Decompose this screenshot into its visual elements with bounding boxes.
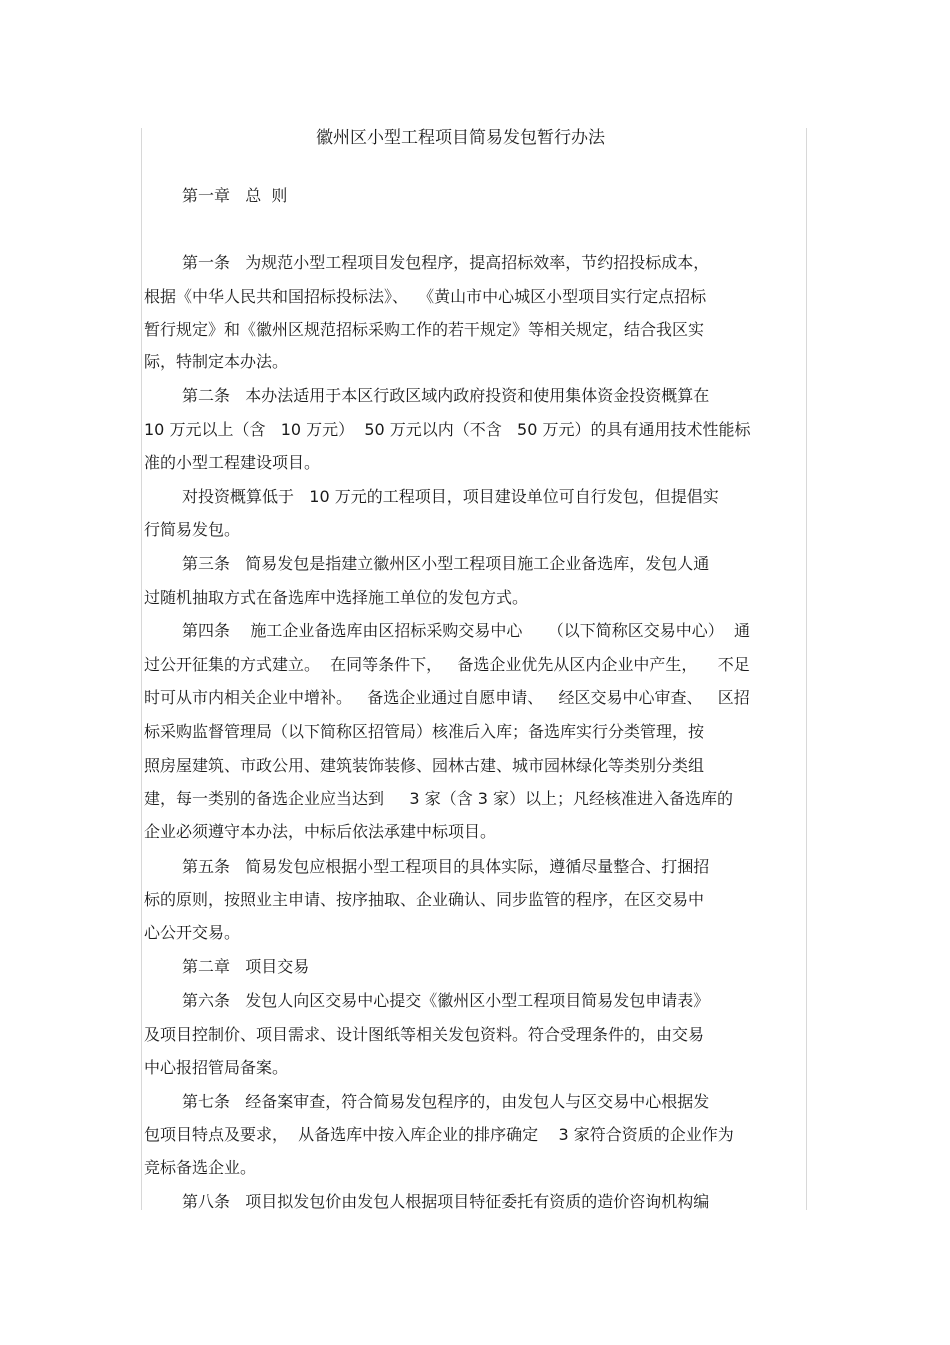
article-4-line-2: 过公开征集的方式建立。 在同等条件下， 备选企业优先从区内企业中产生， 不足 [144,655,750,674]
article-6-line-2: 及项目控制价、项目需求、设计图纸等相关发包资料。符合受理条件的，由交易 [144,1025,705,1044]
article-4-line-4: 标采购监督管理局（以下简称区招管局）核准后入库；备选库实行分类管理，按 [144,722,705,741]
article-2-para-2-line-1: 对投资概算低于 10 万元的工程项目，项目建设单位可自行发包，但提倡实 [182,487,719,506]
document-title: 徽州区小型工程项目简易发包暂行办法 [316,128,605,148]
article-4-line-6: 建，每一类别的备选企业应当达到 3 家（含 3 家）以上；凡经核准进入备选库的 [144,789,734,808]
article-1-line-2: 根据《中华人民共和国招标投标法》、 《黄山市中心城区小型项目实行定点招标 [144,287,707,306]
article-1-line-3: 暂行规定》和《徽州区规范招标采购工作的若干规定》等相关规定，结合我区实 [144,320,705,339]
article-2-line-3: 准的小型工程建设项目。 [144,453,321,472]
article-1-line-4: 际，特制定本办法。 [144,352,289,371]
article-4-line-1: 第四条 施工企业备选库由区招标采购交易中心 （以下简称区交易中心） 通 [182,621,750,640]
article-3-line-2: 过随机抽取方式在备选库中选择施工单位的发包方式。 [144,588,529,607]
page-border-right [806,128,807,1210]
page-border-left [141,128,142,1210]
article-2-line-1: 第二条 本办法适用于本区行政区域内政府投资和使用集体资金投资概算在 [182,386,710,405]
article-4-line-5: 照房屋建筑、市政公用、建筑装饰装修、园林古建、城市园林绿化等类别分类组 [144,756,705,775]
article-5-line-2: 标的原则，按照业主申请、按序抽取、企业确认、同步监管的程序，在区交易中 [144,890,705,909]
article-7-line-3: 竞标备选企业。 [144,1158,257,1177]
article-5-line-1: 第五条 简易发包应根据小型工程项目的具体实际，遵循尽量整合、打捆招 [182,857,710,876]
chapter-2-heading: 第二章 项目交易 [182,957,310,976]
article-6-line-3: 中心报招管局备案。 [144,1058,289,1077]
article-2-line-2: 10 万元以上（含 10 万元） 50 万元以内（不含 50 万元）的具有通用技术性能标 [144,420,751,439]
article-7-line-1: 第七条 经备案审查，符合简易发包程序的，由发包人与区交易中心根据发 [182,1092,710,1111]
chapter-1-heading: 第一章 总 则 [182,186,288,205]
article-6-line-1: 第六条 发包人向区交易中心提交《徽州区小型工程项目简易发包申请表》 [182,991,710,1010]
article-1-line-1: 第一条 为规范小型工程项目发包程序，提高招标效率，节约招投标成本， [182,253,710,272]
article-8-line-1: 第八条 项目拟发包价由发包人根据项目特征委托有资质的造价咨询机构编 [182,1192,710,1211]
article-4-line-3: 时可从市内相关企业中增补。 备选企业通过自愿申请、 经区交易中心审查、 区招 [144,688,750,707]
article-2-para-2-line-2: 行简易发包。 [144,520,241,539]
article-3-line-1: 第三条 简易发包是指建立徽州区小型工程项目施工企业备选库，发包人通 [182,554,710,573]
article-5-line-3: 心公开交易。 [144,923,241,942]
article-4-line-7: 企业必须遵守本办法，中标后依法承建中标项目。 [144,822,497,841]
article-7-line-2: 包项目特点及要求， 从备选库中按入库企业的排序确定 3 家符合资质的企业作为 [144,1125,734,1144]
